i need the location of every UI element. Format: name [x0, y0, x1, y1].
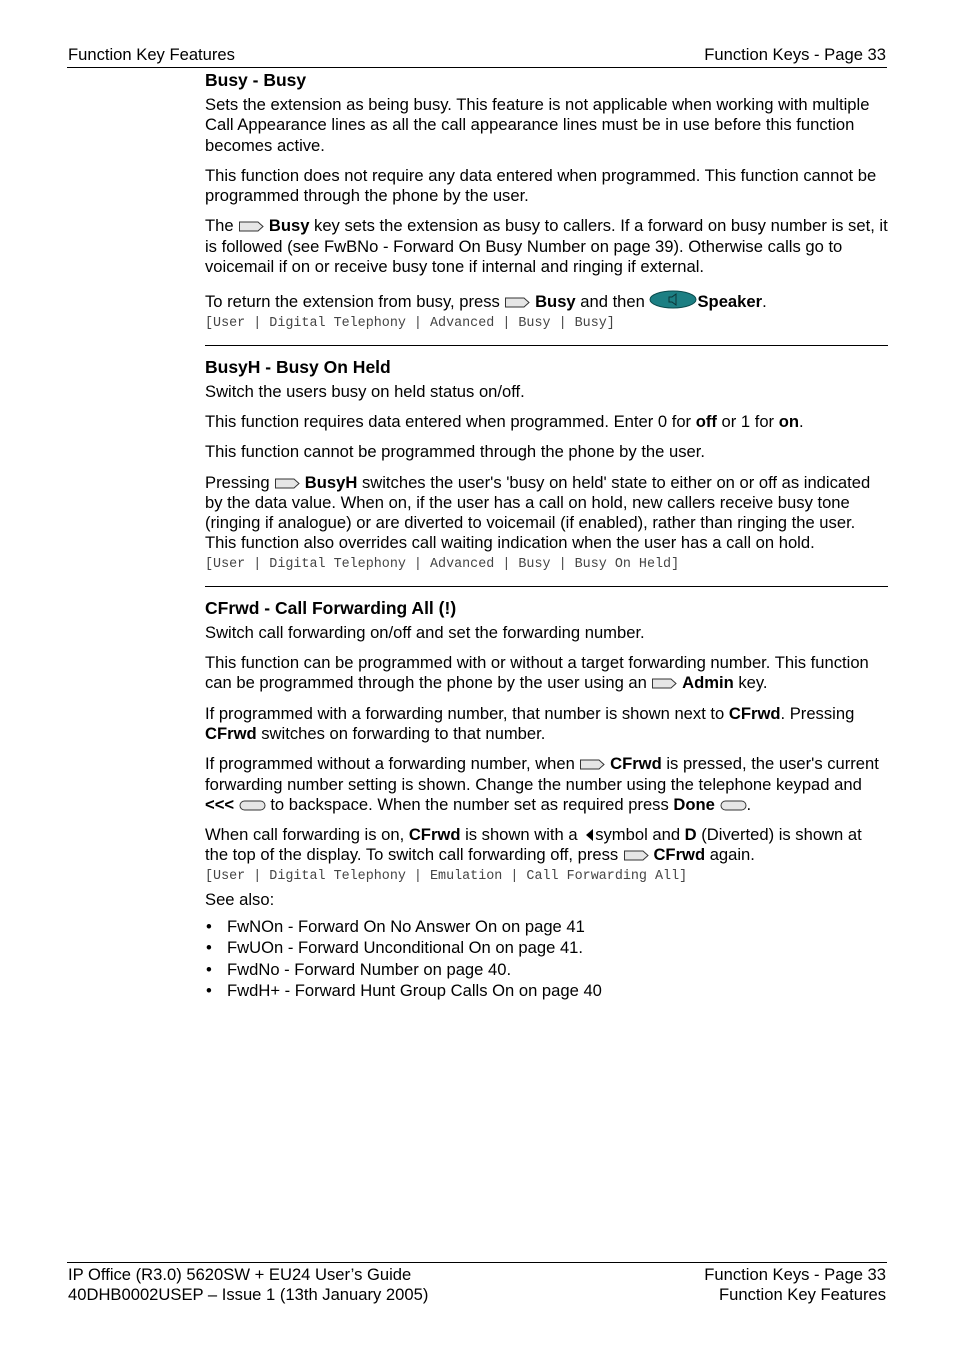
section-divider	[205, 345, 888, 346]
page-content	[205, 69, 888, 1001]
paragraph: Sets the extension as being busy. This feature is not applicable when working with multiple Call Appearance lines as all the call appearance lines must be in use before this function becomes active.	[205, 95, 870, 155]
soft-key-icon	[720, 800, 747, 811]
paragraph: This function requires data entered when programmed. Enter 0 for off or 1 for on.	[205, 411, 804, 431]
key-name: CFrwd	[653, 845, 706, 865]
paragraph: If programmed with a forwarding number, that number is shown next to CFrwd. Pressing CFrwd switches on forwarding to that number.	[205, 703, 855, 743]
menu-path: [User | Digital Telephony | Advanced | Busy | Busy On Held]	[205, 556, 680, 572]
section-title: BusyH - Busy On Held	[205, 356, 391, 377]
menu-path: [User | Digital Telephony | Advanced | Busy | Busy]	[205, 315, 615, 331]
left-arrow-icon	[586, 829, 593, 841]
see-also-link[interactable]: • FwdH+ - Forward Hunt Group Calls On on page 40	[205, 980, 888, 1001]
header-right: Function Keys - Page 33	[704, 45, 886, 64]
paragraph: This function does not require any data entered when programmed. This function cannot be programmed through the phone by the user.	[205, 165, 877, 206]
section-busy	[205, 69, 888, 333]
speaker-key-icon	[649, 290, 697, 309]
key-name: BusyH	[304, 472, 358, 492]
paragraph: When call forwarding is on, CFrwd is shown with a symbol and D (Diverted) is shown at the top of the display. To switch call forwarding off, press CFrwd again.	[205, 825, 862, 865]
page-header	[67, 45, 887, 68]
see-also-label: See also:	[205, 889, 275, 909]
function-key-icon	[238, 221, 264, 232]
see-also-link[interactable]: • FwdNo - Forward Number on page 40.	[205, 959, 888, 980]
section-title: Busy - Busy	[205, 70, 307, 90]
key-name: Speaker	[697, 292, 763, 312]
function-key-icon	[651, 678, 677, 689]
paragraph: This function cannot be programmed through the phone by the user.	[205, 442, 705, 462]
footer-left-1: IP Office (R3.0) 5620SW + EU24 User’s Guide	[68, 1265, 412, 1284]
paragraph: If programmed without a forwarding number, when CFrwd is pressed, the user's current forwarding number setting is shown. Change the number using the telephone keypad and <<< to backspace. When the number set as required press Done .	[205, 754, 879, 814]
key-name: Busy	[268, 216, 310, 236]
page-footer	[67, 1262, 887, 1305]
paragraph: Switch call forwarding on/off and set the forwarding number.	[205, 622, 645, 642]
key-name: Busy	[535, 292, 576, 312]
key-name: CFrwd	[610, 754, 662, 774]
function-key-icon	[274, 478, 300, 489]
section-busyh	[205, 355, 888, 574]
section-cfrwd	[205, 596, 888, 1001]
function-key-icon	[504, 297, 530, 308]
see-also-link[interactable]: • FwUOn - Forward Unconditional On on page 41.	[205, 937, 888, 958]
see-also-list	[205, 916, 888, 1001]
key-name: Admin	[682, 673, 734, 693]
section-divider	[205, 586, 888, 587]
paragraph: The Busy key sets the extension as busy to callers. If a forward on busy number is set, it is followed (see FwBNo - Forward On Busy Number on page 39). Otherwise calls go to voicemail if on or receive busy tone if internal and ringing if external.	[205, 216, 888, 277]
paragraph: To return the extension from busy, press Busy and then Speaker.	[205, 292, 767, 312]
footer-left-2: 40DHB0002USEP – Issue 1 (13th January 2005)	[68, 1285, 429, 1304]
function-key-icon	[579, 759, 605, 770]
footer-right-2: Function Key Features	[719, 1285, 886, 1304]
section-title: CFrwd - Call Forwarding All (!)	[205, 597, 457, 618]
soft-key-icon	[239, 800, 266, 811]
footer-right-1: Function Keys - Page 33	[704, 1265, 886, 1284]
see-also-link[interactable]: • FwNOn - Forward On No Answer On on page 41	[205, 916, 888, 937]
menu-path: [User | Digital Telephony | Emulation | Call Forwarding All]	[205, 868, 688, 884]
paragraph: Switch the users busy on held status on/off.	[205, 381, 525, 401]
paragraph: This function can be programmed with or without a target forwarding number. This function can be programmed through the phone by the user using an Admin key.	[205, 653, 869, 693]
paragraph: Pressing BusyH switches the user's 'busy on held' state to either on or off as indicated by the data value. When on, if the user has a call on hold, new callers receive busy tone (ringing if analogue) or are diverted to voicemail (if enabled), rather than ringing the user. This function also overrides call waiting indication when the user has a call on hold.	[205, 472, 871, 553]
header-left: Function Key Features	[68, 45, 235, 64]
function-key-icon	[623, 850, 649, 861]
